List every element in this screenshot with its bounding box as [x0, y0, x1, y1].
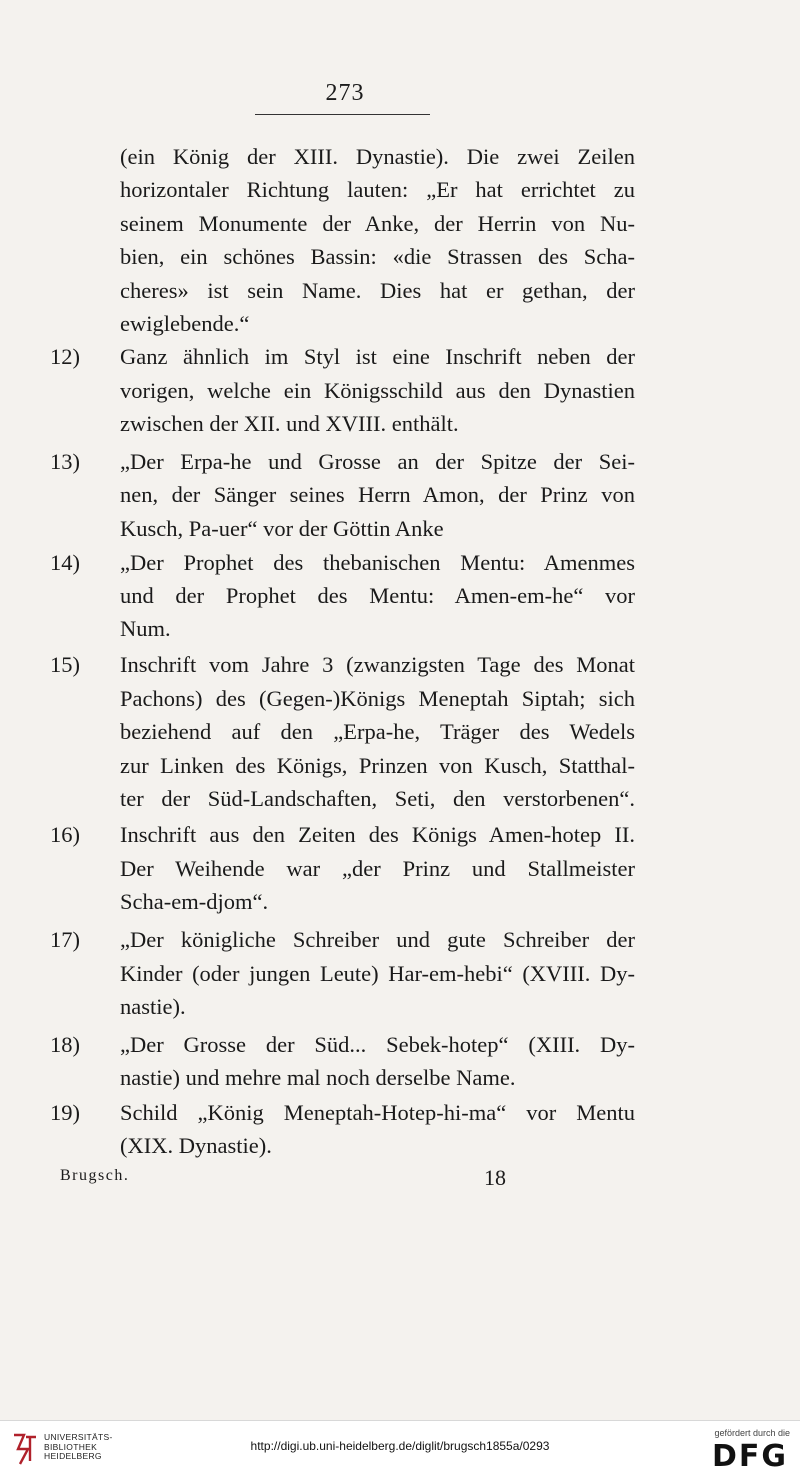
text-line: nastie). — [120, 994, 186, 1019]
page-number: 273 — [325, 80, 365, 106]
text-line: ewiglebende.“ — [120, 311, 250, 336]
text-line: nen, der Sänger seines Herrn Amon, der Prinz von — [120, 482, 635, 507]
text-line: zwischen der XII. und XVIII. enthält. — [120, 411, 459, 436]
text-line: beziehend auf den „Erpa-he, Träger des Wedels — [120, 719, 635, 744]
text-line: 19) Schild „König Meneptah-Hotep-hi-ma“ vor Mentu — [120, 1096, 635, 1129]
text-line: und der Prophet des Mentu: Amen-em-he“ vor — [120, 583, 635, 608]
digitization-footer — [0, 1420, 800, 1477]
text-line: horizontaler Richtung lauten: „Er hat errichtet zu — [120, 177, 635, 202]
dfg-logo[interactable]: DFG — [711, 1439, 788, 1474]
entry-number: 15) — [50, 652, 80, 677]
text-line: 16) Inschrift aus den Zeiten des Königs Amen-hotep II. — [120, 818, 635, 851]
text-line: seinem Monumente der Anke, der Herrin von Nu- — [120, 211, 635, 236]
entry-number: 13) — [50, 449, 80, 474]
text-line: Num. — [120, 616, 171, 641]
sheet-number: 18 — [484, 1165, 506, 1190]
text-line: 18) „Der Grosse der Süd... Sebek-hotep“ (XIII. Dy- — [120, 1028, 635, 1061]
text-line: 17) „Der königliche Schreiber und gute Schreiber der — [120, 923, 635, 956]
text-line: Kusch, Pa-uer“ vor der Göttin Anke — [120, 516, 444, 541]
funding-note: gefördert durch die — [714, 1428, 790, 1438]
entry-number: 19) — [50, 1100, 80, 1125]
text-line: nastie) und mehre mal noch derselbe Name. — [120, 1065, 516, 1090]
text-line: (XIX. Dynastie). — [120, 1133, 272, 1158]
text-line: ter der Süd-Landschaften, Seti, den verstorbenen“. — [120, 786, 635, 811]
text-line: 14) „Der Prophet des thebanischen Mentu: Amenmes — [120, 546, 635, 579]
permalink-url[interactable]: http://digi.ub.uni-heidelberg.de/diglit/brugsch1855a/0293 — [250, 1439, 550, 1453]
header-rule — [255, 114, 430, 115]
entry-number: 14) — [50, 550, 80, 575]
text-line: Der Weihende war „der Prinz und Stallmeister — [120, 856, 635, 881]
text-line: cheres» ist sein Name. Dies hat er gethan, der — [120, 278, 635, 303]
author-signature: Brugsch. — [60, 1167, 130, 1184]
entry-number: 17) — [50, 927, 80, 952]
entry-number: 12) — [50, 344, 80, 369]
entry-number: 18) — [50, 1032, 80, 1057]
library-name: UNIVERSITÄTS- BIBLIOTHEK HEIDELBERG — [44, 1432, 113, 1461]
text-line: Kinder (oder jungen Leute) Har-em-hebi“ (XVIII. Dy- — [120, 961, 635, 986]
text-line: 13) „Der Erpa-he und Grosse an der Spitze der Sei- — [120, 445, 635, 478]
text-line: vorigen, welche ein Königsschild aus den Dynastien — [120, 378, 635, 403]
text-line: (ein König der XIII. Dynastie). Die zwei Zeilen — [120, 144, 635, 169]
text-line: Scha-em-djom“. — [120, 889, 269, 914]
entry-number: 16) — [50, 822, 80, 847]
text-line: zur Linken des Königs, Prinzen von Kusch, Statthal- — [120, 753, 635, 778]
text-line: 12) Ganz ähnlich im Styl ist eine Inschrift neben der — [120, 340, 635, 373]
text-line: Pachons) des (Gegen-)Königs Meneptah Siptah; sich — [120, 686, 635, 711]
text-line: bien, ein schönes Bassin: «die Strassen des Scha- — [120, 244, 635, 269]
text-line: 15) Inschrift vom Jahre 3 (zwanzigsten Tage des Monat — [120, 648, 635, 681]
